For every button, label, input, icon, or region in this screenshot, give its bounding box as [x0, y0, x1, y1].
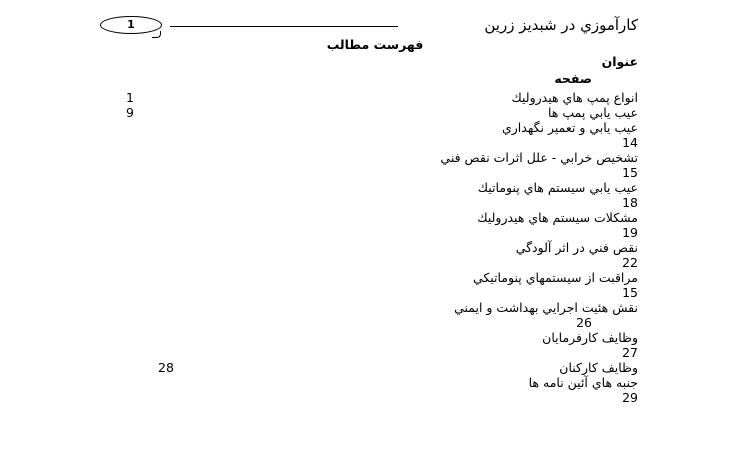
toc-entry-page: 18 — [622, 195, 638, 210]
toc-entry-page: 1 — [126, 90, 134, 105]
toc-entry-page: 27 — [622, 345, 638, 360]
toc-entry-page: 15 — [622, 285, 638, 300]
toc-entry-title: مراقبت از سيستمهاي پنوماتيكي — [472, 270, 638, 285]
toc-entry-title: عيب يابي پمپ ها — [548, 105, 638, 120]
page-number: 1 — [127, 18, 135, 31]
toc-entry-title: جنبه هاي آئين نامه ها — [528, 375, 638, 390]
document-title: کارآموزي در شبديز زرين — [484, 16, 638, 34]
toc-column-title: عنوان — [601, 54, 638, 69]
toc-entry-page: 14 — [622, 135, 638, 150]
toc-entry-page: 9 — [126, 105, 134, 120]
toc-entry-page: 19 — [622, 225, 638, 240]
toc-column-page: صفحه — [554, 71, 592, 86]
toc-entry-title: وظايف كاركنان — [559, 360, 638, 375]
toc-entry-title: تشخيص خرابي - علل اثرات نقص فني — [440, 150, 638, 165]
header-rule — [170, 26, 398, 27]
toc-entry-page: 22 — [622, 255, 638, 270]
toc-entry-title: نقش هئيت اجرايي بهداشت و ايمني — [454, 300, 638, 315]
toc-entry-title: عيب يابي سيستم هاي پنوماتيك — [477, 180, 638, 195]
toc-entry-page: 15 — [622, 165, 638, 180]
toc-entry-page: 29 — [622, 390, 638, 405]
toc-entry-title: عيب يابي و تعمير نگهداري — [501, 120, 638, 135]
toc-entry-title: نقص فني در اثر آلودگي — [515, 240, 638, 255]
toc-entry-title: انواع پمپ هاي هيدروليك — [511, 90, 638, 105]
toc-heading: فهرست مطالب — [326, 37, 424, 52]
toc-entry-title: وظايف كارفرمايان — [542, 330, 638, 345]
toc-entry-title: مشكلات سيستم هاي هيدروليك — [477, 210, 638, 225]
toc-entry-page: 26 — [576, 315, 592, 330]
toc-entry-page: 28 — [158, 360, 174, 375]
